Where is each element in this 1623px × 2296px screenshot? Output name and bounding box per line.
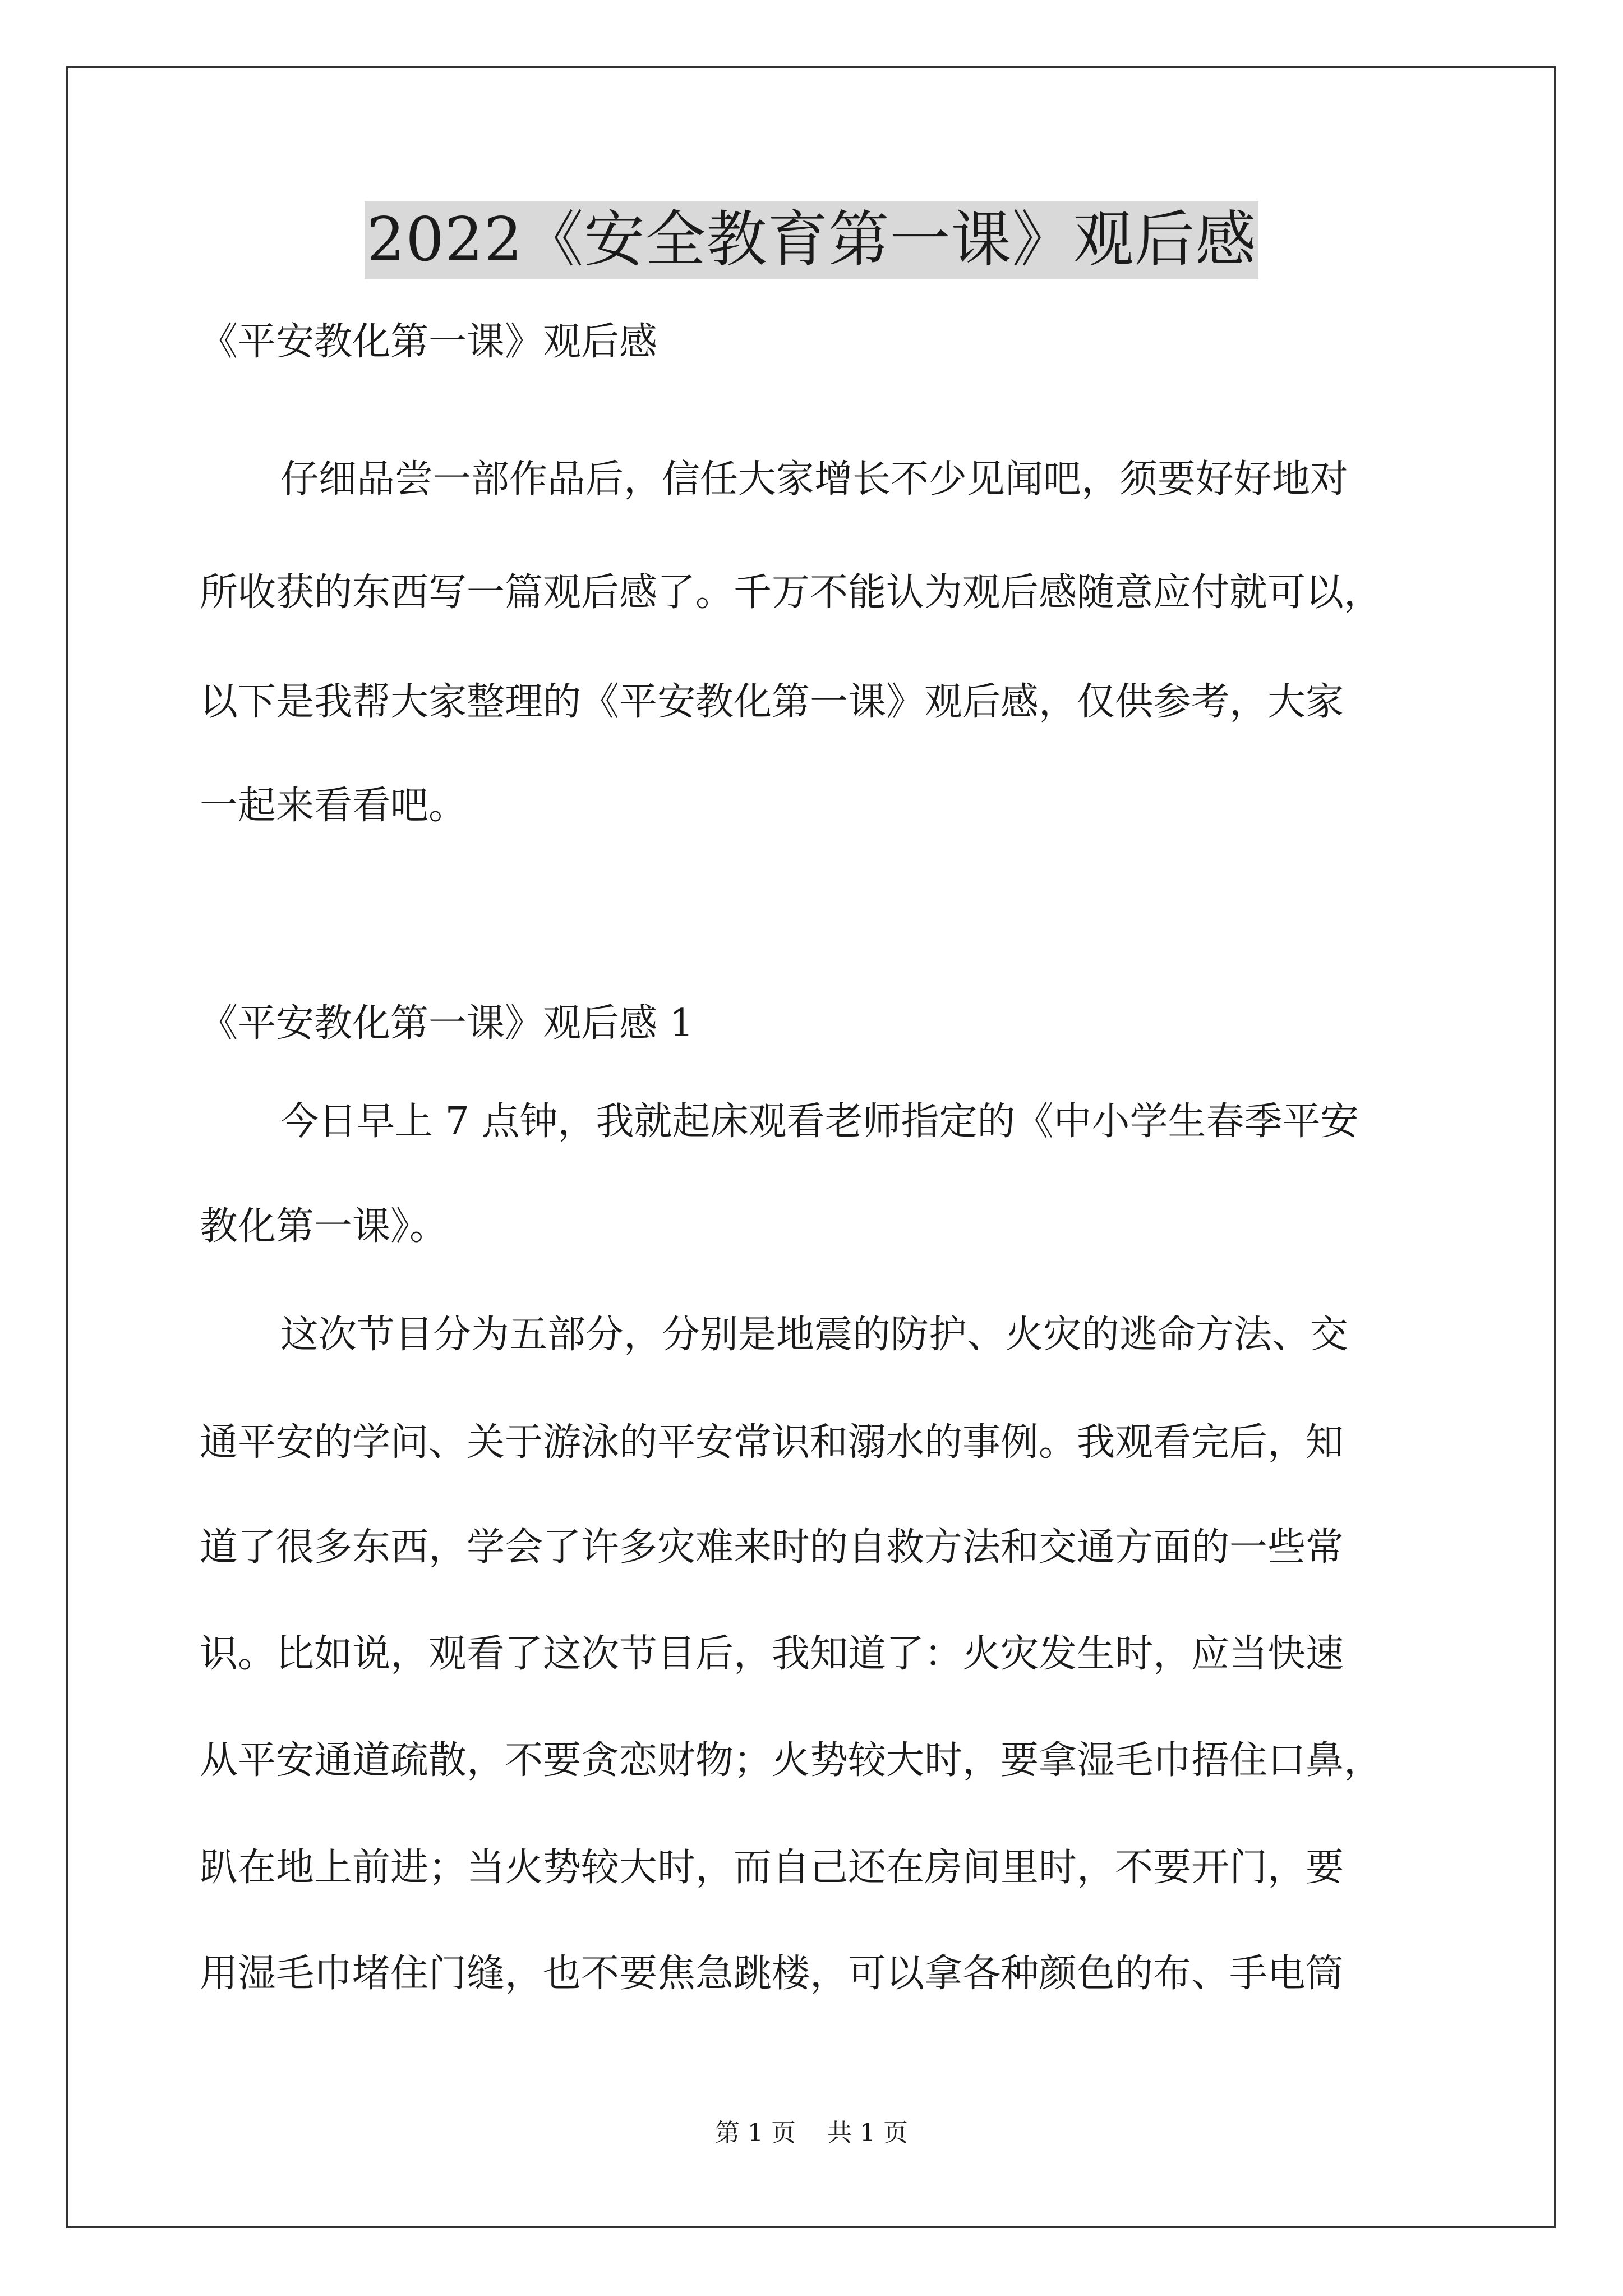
section-heading: 《平安教化第一课》观后感 1 — [200, 1001, 694, 1046]
paragraph-line: 道了很多东西，学会了许多灾难来时的自救方法和交通方面的一些常 — [200, 1525, 1344, 1570]
paragraph-line: 用湿毛巾堵住门缝，也不要焦急跳楼，可以拿各种颜色的布、手电筒 — [200, 1952, 1344, 1996]
paragraph-line: 一起来看看吧。 — [200, 784, 467, 828]
page-total: 共 1 页 — [827, 2119, 908, 2147]
paragraph-line: 通平安的学问、关于游泳的平安常识和溺水的事例。我观看完后，知 — [200, 1420, 1344, 1465]
title-wrap — [0, 201, 1623, 279]
paragraph-line: 以下是我帮大家整理的《平安教化第一课》观后感，仅供参考，大家 — [200, 680, 1344, 724]
paragraph-line: 今日早上 7 点钟，我就起床观看老师指定的《中小学生春季平安 — [280, 1099, 1359, 1144]
page-number: 第 1 页 — [715, 2119, 796, 2147]
paragraph-line: 仔细品尝一部作品后，信任大家增长不少见闻吧，须要好好地对 — [280, 457, 1349, 501]
paragraph-line: 趴在地上前进；当火势较大时，而自己还在房间里时，不要开门，要 — [200, 1846, 1344, 1890]
paragraph-line: 教化第一课》。 — [200, 1204, 448, 1249]
page-footer — [0, 2116, 1623, 2150]
paragraph-line: 所收获的东西写一篇观后感了。千万不能认为观后感随意应付就可以， — [200, 570, 1382, 615]
paragraph-line: 识。比如说，观看了这次节目后，我知道了：火灾发生时，应当快速 — [200, 1632, 1344, 1676]
section-heading: 《平安教化第一课》观后感 — [200, 320, 658, 364]
paragraph-line: 这次节目分为五部分，分别是地震的防护、火灾的逃命方法、交 — [280, 1313, 1349, 1357]
document-title: 2022《安全教育第一课》观后感 — [365, 201, 1259, 279]
page-border — [66, 66, 1556, 2228]
paragraph-line: 从平安通道疏散，不要贪恋财物；火势较大时，要拿湿毛巾捂住口鼻， — [200, 1738, 1382, 1783]
